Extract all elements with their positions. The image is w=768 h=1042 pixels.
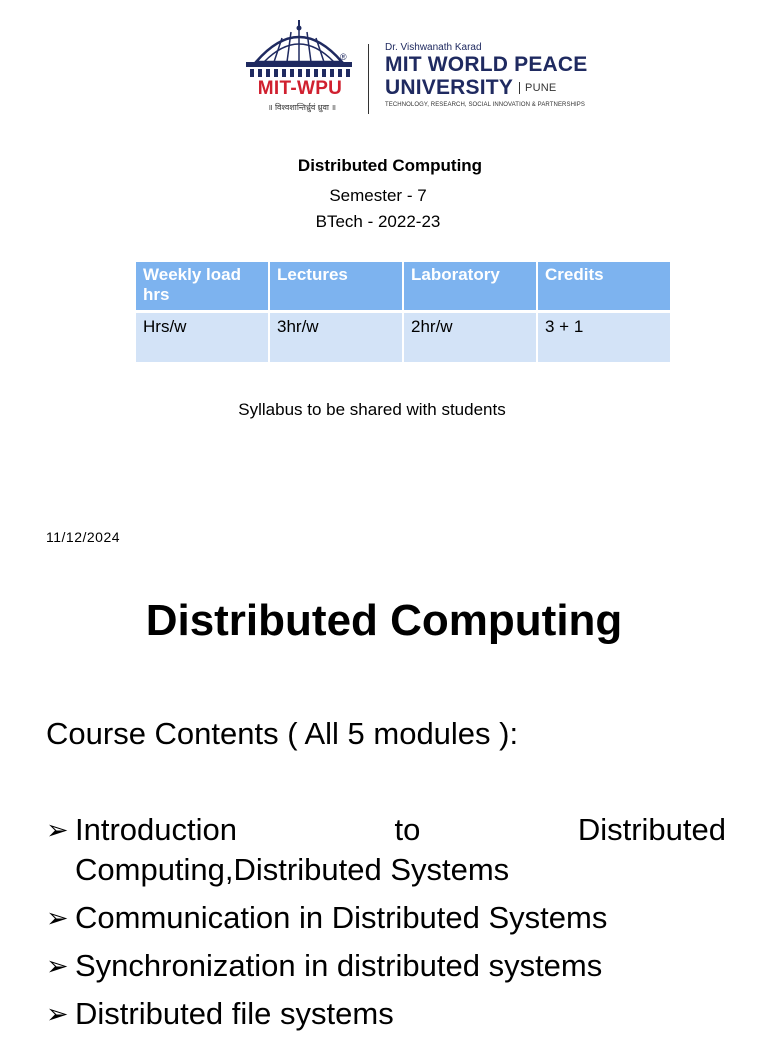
university-logo (242, 18, 612, 118)
slide-title: Distributed Computing (145, 596, 623, 645)
course-title: Distributed Computing (297, 156, 483, 175)
logo-text-block (385, 42, 615, 108)
syllabus-note: Syllabus to be shared with students (238, 400, 506, 419)
logo-motto: ॥ विश्वशान्तिर्ध्रुवं ध्रुवा ॥ (267, 103, 337, 112)
table-row (136, 313, 670, 362)
header-laboratory: Laboratory (404, 262, 536, 313)
logo-line1: MIT WORLD PEACE (385, 53, 588, 76)
arrow-bullet-icon: ➢ (46, 903, 69, 933)
date-label: 11/12/2024 (46, 529, 121, 545)
logo-line2-row (385, 76, 615, 100)
arrow-bullet-icon: ➢ (46, 815, 69, 845)
module-label: Introduction to Distributed Computing,Distributed Systems (75, 812, 726, 887)
semester-label: Semester - 7 (329, 186, 427, 205)
module-list (46, 810, 726, 1042)
header-credits: Credits (538, 262, 670, 313)
cell-hrs: Hrs/w (136, 313, 268, 362)
arrow-bullet-icon: ➢ (46, 951, 69, 981)
module-label: Communication in Distributed Systems (75, 900, 608, 935)
arrow-bullet-icon: ➢ (46, 999, 69, 1029)
logo-tagline: TECHNOLOGY, RESEARCH, SOCIAL INNOVATION & PARTNERSHIPS (385, 101, 585, 108)
logo-line2: UNIVERSITY (385, 76, 514, 99)
module-label: Synchronization in distributed systems (75, 948, 603, 983)
weekly-load-table (134, 262, 672, 362)
header-lectures: Lectures (270, 262, 402, 313)
list-item (46, 810, 726, 890)
table-header-row (136, 262, 670, 313)
list-item (46, 946, 726, 986)
course-contents-heading: Course Contents ( All 5 modules ): (46, 716, 519, 751)
header-weekly-load: Weekly load hrs (136, 262, 268, 313)
list-item (46, 898, 726, 938)
program-label: BTech - 2022-23 (315, 212, 441, 231)
cell-lectures: 3hr/w (270, 313, 402, 362)
logo-wordmark: MIT-WPU (257, 78, 343, 99)
logo-city: PUNE (519, 82, 556, 94)
list-item (46, 994, 726, 1034)
registered-mark: ® (340, 52, 347, 62)
cell-laboratory: 2hr/w (404, 313, 536, 362)
cell-credits: 3 + 1 (538, 313, 670, 362)
module-label: Distributed file systems (75, 996, 394, 1031)
logo-divider (368, 44, 369, 114)
logo-founder: Dr. Vishwanath Karad (385, 42, 482, 53)
